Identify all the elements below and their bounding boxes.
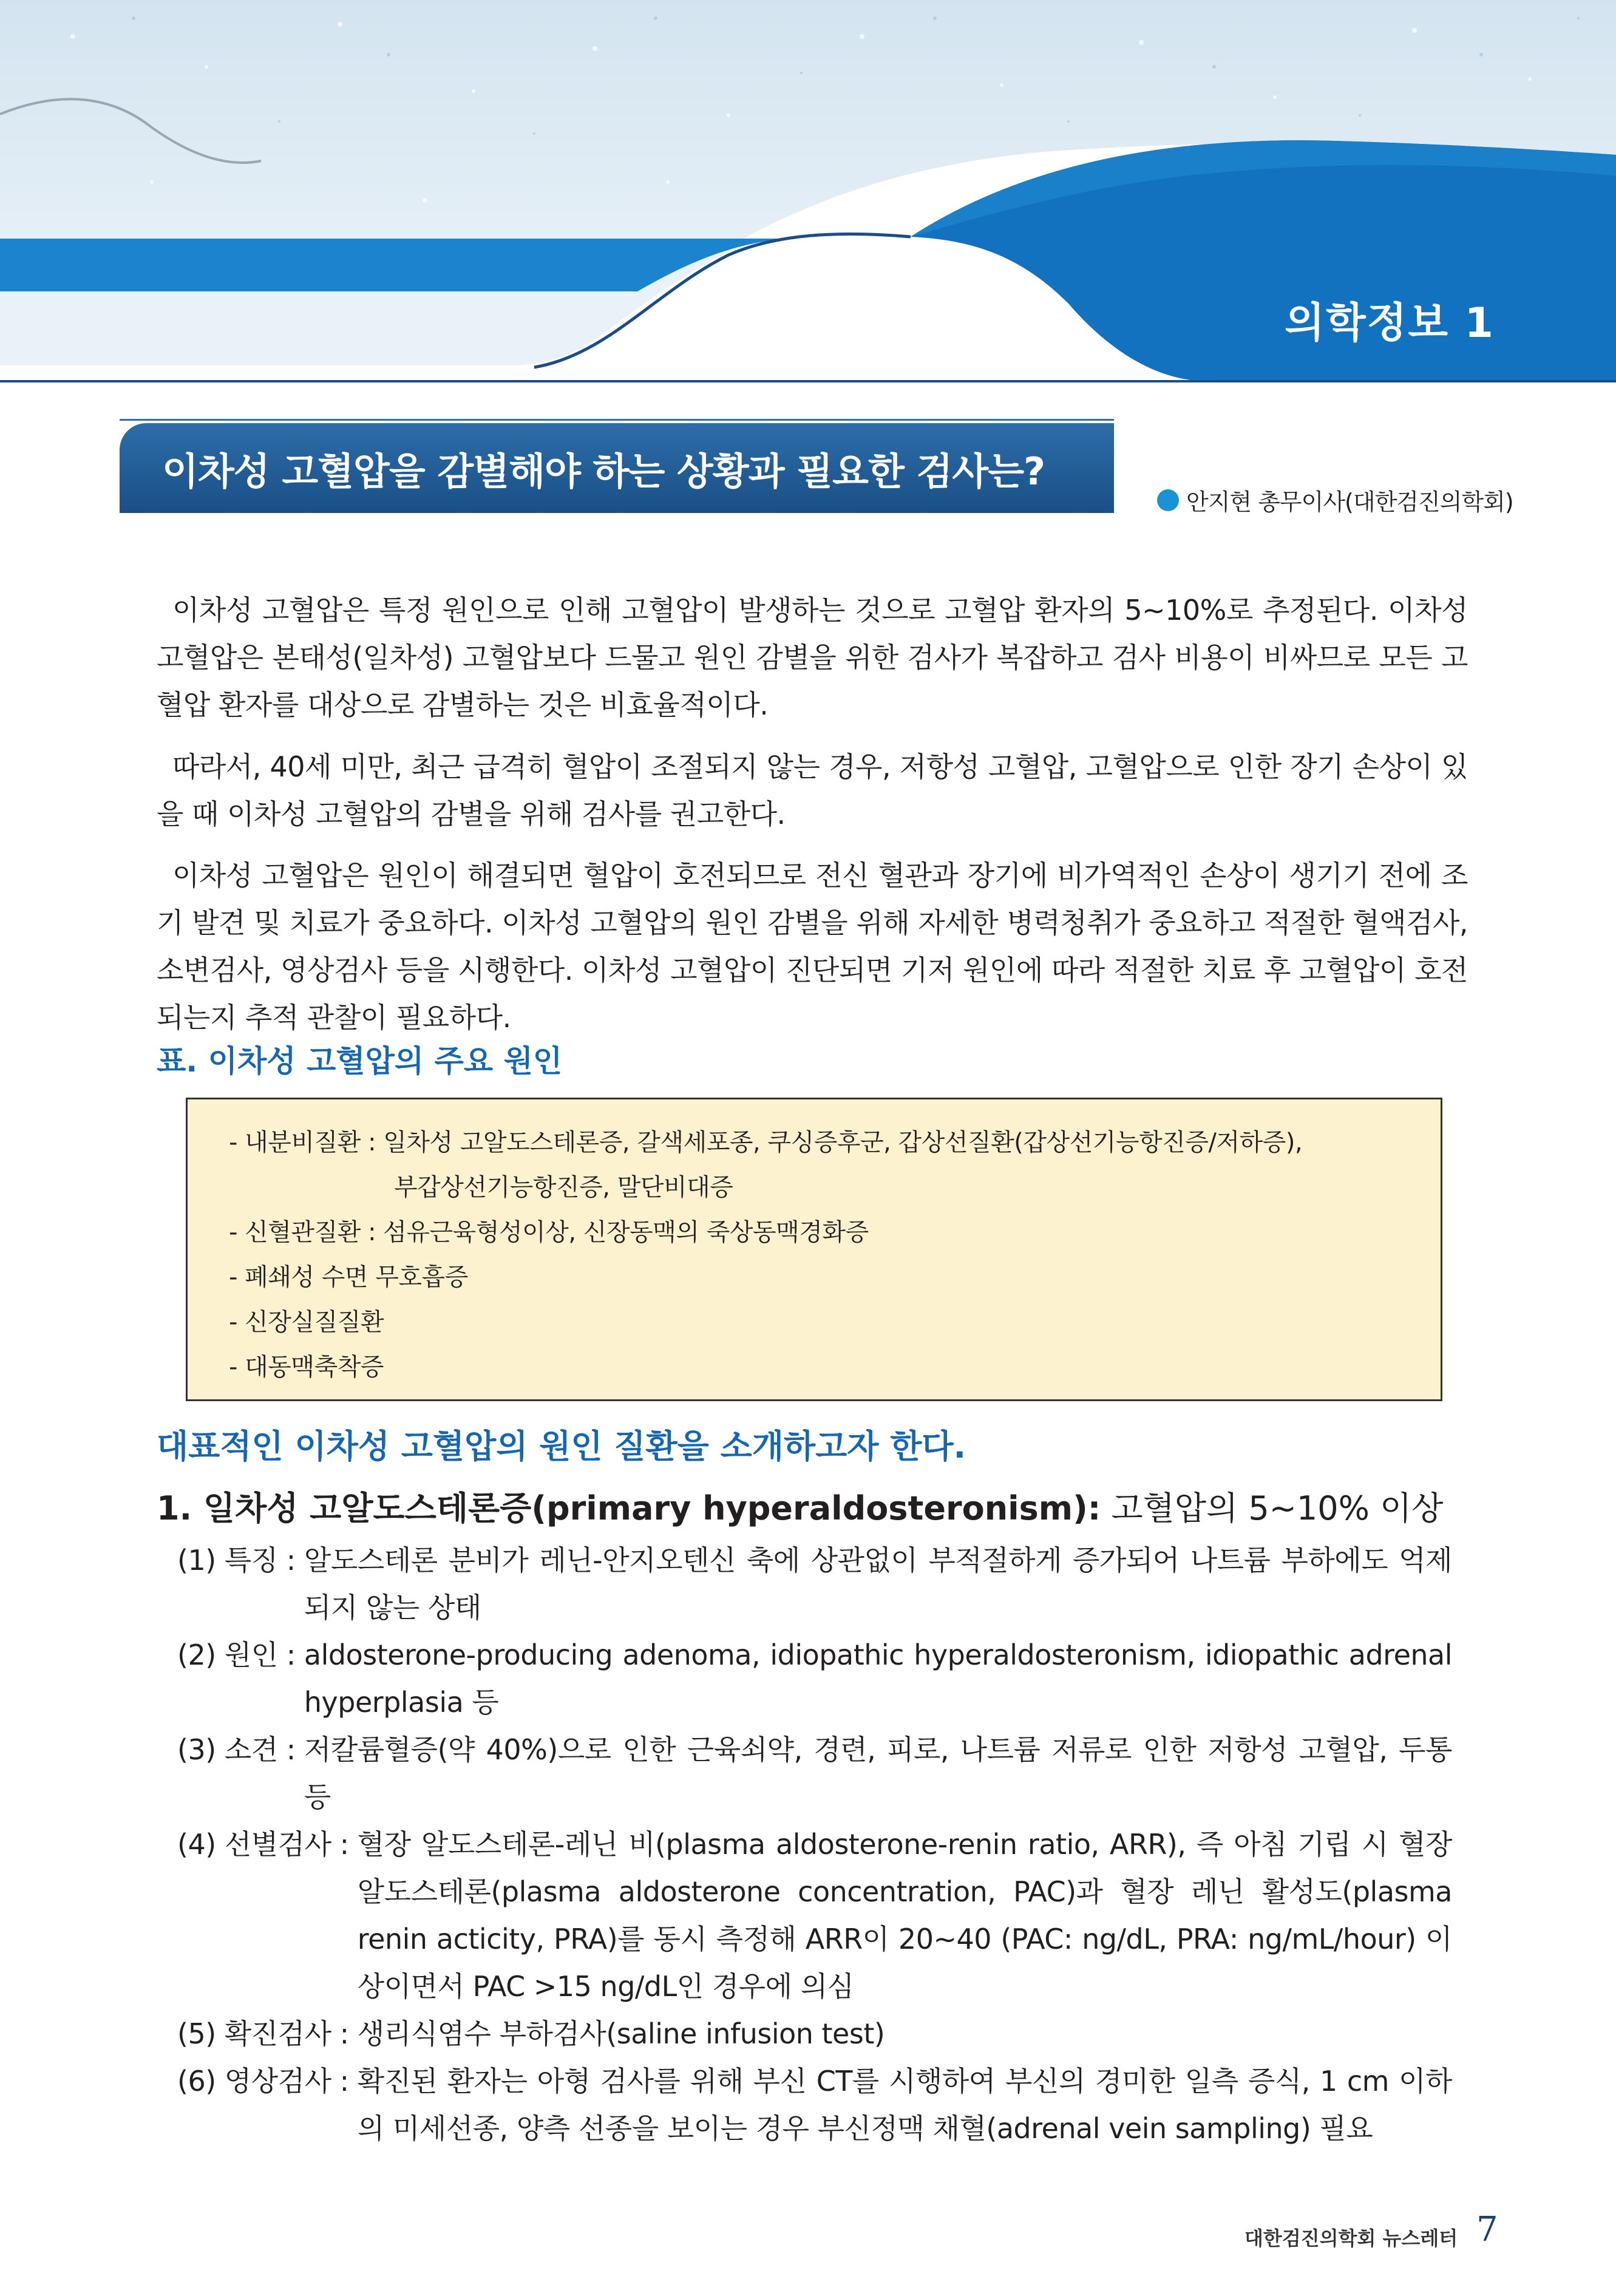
paragraph-text: 따라서, 40세 미만, 최근 급격히 혈압이 조절되지 않는 경우, 저항성 고혈압, 고혈압으로 인한 장기 손상이 있을 때 이차성 고혈압의 감별을 위해 검사를 권고한다.	[157, 750, 1468, 830]
item-label: (5) 확진검사 :	[177, 2017, 358, 2050]
causes-table	[186, 1098, 1442, 1401]
item-text: 저칼륨혈증(약 40%)으로 인한 근육쇠약, 경련, 피로, 나트륨 저류로 인한 저항성 고혈압, 두통 등	[304, 1733, 1452, 1813]
list-item: - 폐쇄성 수면 무호흡증	[229, 1263, 468, 1291]
list-item	[177, 1537, 1452, 1631]
list-item	[177, 1726, 1452, 1821]
section-1-items	[177, 1537, 1452, 2152]
item-text: aldosterone-producing adenoma, idiopathic hyperaldosteronism, idiopathic adrenal hyperplasia 등	[304, 1639, 1452, 1719]
item-label: (2) 원인 :	[177, 1639, 304, 1671]
section-label: 의학정보 1	[1285, 299, 1495, 347]
author-name: 안지현 총무이사(대한검진의학회)	[1186, 489, 1513, 515]
cause-category-label: - 신혈관질환 :	[229, 1218, 384, 1246]
bullet-dot-icon	[1157, 489, 1179, 511]
paragraph-3	[157, 852, 1468, 1041]
item-label: (1) 특징 :	[177, 1544, 304, 1577]
item-text: 확진된 환자는 아형 검사를 위해 부신 CT를 시행하여 부신의 경미한 일측 증식, 1 cm 이하의 미세선종, 양측 선종을 보이는 경우 부신정맥 채혈(adrenal vein sampling) 필요	[357, 2065, 1452, 2145]
table-heading: 표. 이차성 고혈압의 주요 원인	[157, 1044, 563, 1079]
section-1-subtitle: 고혈압의 5~10% 이상	[1101, 1489, 1444, 1527]
intro-heading: 대표적인 이차성 고혈압의 원인 질환을 소개하고자 한다.	[157, 1427, 966, 1466]
paragraph-2	[157, 743, 1468, 838]
list-item	[177, 2057, 1452, 2152]
list-item	[177, 2010, 1452, 2057]
list-item: - 대동맥축착증	[229, 1353, 384, 1381]
article-title-banner	[120, 423, 1114, 513]
item-label: (4) 선별검사 :	[177, 1828, 358, 1861]
section-1-heading	[157, 1483, 1443, 1529]
list-item: - 신장실질질환	[229, 1308, 384, 1336]
paragraph-text: 이차성 고혈압은 특정 원인으로 인해 고혈압이 발생하는 것으로 고혈압 환자의 5~10%로 추정된다. 이차성 고혈압은 본태성(일차성) 고혈압보다 드물고 원인 감별을 위한 검사가 복잡하고 검사 비용이 비싸므로 모든 고혈압 환자를 대상으로 감별하는 것은 비효율적이다.	[157, 594, 1468, 721]
item-text: 알도스테론 분비가 레닌-안지오텐신 축에 상관없이 부적절하게 증가되어 나트륨 부하에도 억제되지 않는 상태	[304, 1544, 1452, 1624]
item-text: 혈장 알도스테론-레닌 비(plasma aldosterone-renin ratio, ARR), 즉 아침 기립 시 혈장 알도스테론(plasma aldosterone concentration, PAC)과 혈장 레닌 활성도(plasma renin acticity, PRA)를 동시 측정해 ARR이 20~40 (PAC: ng/dL, PRA: ng/mL/hour) 이상이면서 PAC >15 ng/dL인 경우에 의심	[357, 1828, 1452, 2003]
paragraph-1	[157, 586, 1468, 729]
item-text: 생리식염수 부하검사(saline infusion test)	[357, 2017, 885, 2050]
publication-name: 대한검진의학회 뉴스레터	[1244, 2227, 1458, 2250]
cause-category-label: - 내분비질환 :	[229, 1129, 384, 1156]
list-item	[229, 1120, 1441, 1165]
list-item	[177, 1821, 1452, 2010]
cause-category-text: 섬유근육형성이상, 신장동맥의 죽상동맥경화증	[383, 1218, 869, 1246]
list-item	[229, 1210, 1441, 1255]
article-title: 이차성 고혈압을 감별해야 하는 상황과 필요한 검사는?	[162, 449, 1045, 494]
cause-category-text: 일차성 고알도스테론증, 갈색세포종, 쿠싱증후군, 갑상선질환(갑상선기능항진증/저하증),	[383, 1129, 1303, 1156]
cause-category-continuation: 부갑상선기능항진증, 말단비대증	[394, 1173, 733, 1201]
item-label: (3) 소견 :	[177, 1733, 304, 1766]
title-rule	[120, 419, 1114, 421]
author-line	[1157, 483, 1513, 517]
item-label: (6) 영상검사 :	[177, 2065, 358, 2097]
paragraph-text: 이차성 고혈압은 원인이 해결되면 혈압이 호전되므로 전신 혈관과 장기에 비가역적인 손상이 생기기 전에 조기 발견 및 치료가 중요하다. 이차성 고혈압의 원인 감별을 위해 자세한 병력청취가 중요하고 적절한 혈액검사, 소변검사, 영상검사 등을 시행한다. 이차성 고혈압이 진단되면 기저 원인에 따라 적절한 치료 후 고혈압이 호전되는지 추적 관찰이 필요하다.	[157, 859, 1468, 1034]
page-number: 7	[1476, 2210, 1498, 2249]
list-item	[177, 1631, 1452, 1726]
section-1-title: 1. 일차성 고알도스테론증(primary hyperaldosteronism):	[157, 1489, 1101, 1527]
